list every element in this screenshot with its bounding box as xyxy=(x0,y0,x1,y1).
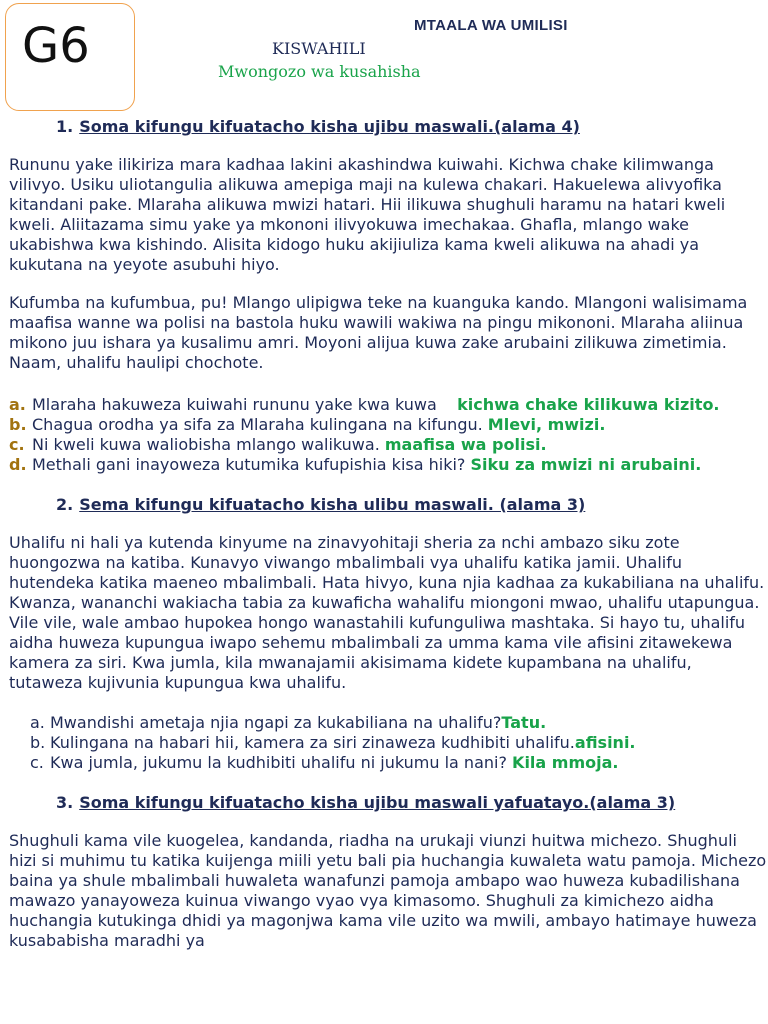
grade-label: G6 xyxy=(22,18,90,74)
answer-text: kichwa chake kilikuwa kizito. xyxy=(457,395,720,414)
passage-paragraph: Uhalifu ni hali ya kutenda kinyume na zinavyohitaji sheria za nchi ambazo siku zote huongozwa na katiba. Kunavyo viwango mbalimbali vya uhalifu katika jamii. Uhalifu hutendeka katika maeneo mbalimbali. Hata hivyo, kuna njia kadhaa za kukabiliana na uhalifu. Kwanza, wananchi wakiacha tabia za kuwaficha wahalifu miongoni mwao, uhalifu utapungua. Vile vile, wale ambao hupokea hongo wanastahili kufunguliwa mashtaka. Si hayo tu, uhalifu aidha huweza kupungua iwapo sehemu mbalimbali za umma kama vile afisini zitawekewa kamera za siri. Kwa jumla, kila mwanajamii akisimama kidete kupambana na uhalifu, tutaweza kujivunia kupungua kwa uhalifu. xyxy=(9,533,765,692)
passage-paragraph: Rununu yake ilikiriza mara kadhaa lakini akashindwa kuiwahi. Kichwa chake kilimwanga vilivyo. Usiku uliotangulia alikuwa amepiga maji na kulewa chakari. Hakuelewa alivyofika kitandani pake. Mlaraha alikuwa mwizi hatari. Hii ilikuwa shughuli haramu na hatari kweli kweli. Aliitazama simu yake ya mkononi ilivyokuwa imechakaa. Ghafla, mlango wake ukabishwa kwa kishindo. Alisita kidogo huku akijiuliza kama kweli alikuwa na ahadi ya kukutana na yeyote asubuhi hiyo. xyxy=(9,155,726,274)
answer-text: Kila mmoja. xyxy=(512,753,619,772)
question-list xyxy=(9,395,767,475)
answer-text: maafisa wa polisi. xyxy=(384,435,547,454)
question-item: d. Methali gani inayoweza kutumika kufupishia kisa hiki? Siku za mwizi ni arubaini. xyxy=(9,455,702,474)
question-heading: 3. Soma kifungu kifuatacho kisha ujibu maswali yafuatayo.(alama 3) xyxy=(56,793,676,812)
answer-text: afisini. xyxy=(574,733,636,752)
marking-guide-label: Mwongozo wa kusahisha xyxy=(218,62,421,81)
question-item: a. Mlaraha hakuweza kuiwahi rununu yake kwa kuwa kichwa chake kilikuwa kizito. xyxy=(9,395,720,414)
answer-text: Mlevi, mwizi. xyxy=(487,415,606,434)
curriculum-title: MTAALA WA UMILISI xyxy=(414,17,568,34)
question-item: a. Mwandishi ametaja njia ngapi za kukabiliana na uhalifu?Tatu. xyxy=(30,713,547,732)
question-item: c. Kwa jumla, jukumu la kudhibiti uhalifu ni jukumu la nani? Kila mmoja. xyxy=(30,753,619,772)
question-item: b. Kulingana na habari hii, kamera za siri zinaweza kudhibiti uhalifu.afisini. xyxy=(30,733,636,752)
question-item: b. Chagua orodha ya sifa za Mlaraha kulingana na kifungu. Mlevi, mwizi. xyxy=(9,415,606,434)
question-list xyxy=(9,713,767,773)
passage-paragraph: Kufumba na kufumbua, pu! Mlango ulipigwa teke na kuanguka kando. Mlangoni walisimama maafisa wanne wa polisi na bastola huku wawili wakiwa na pingu mikononi. Mlaraha aliinua mikono juu ishara ya kusalimu amri. Moyoni alijua kuwa zake arubaini zilikuwa zimetimia. Naam, uhalifu haulipi chochote. xyxy=(9,293,748,372)
question-item: c. Ni kweli kuwa waliobisha mlango walikuwa. maafisa wa polisi. xyxy=(9,435,547,454)
passage-paragraph: Shughuli kama vile kuogelea, kandanda, riadha na urukaji viunzi huitwa michezo. Shughuli hizi si muhimu tu katika kuijenga miili yetu bali pia huchangia kuwaleta watu pamoja. Michezo baina ya shule mbalimbali huwaleta wanafunzi pamoja ambapo wao huweza kubadilishana mawazo yanayoweza kuinua viwango vyao vya kimasomo. Shughuli za kimichezo aidha huchangia kutukinga dhidi ya magonjwa kama vile uzito wa mwili, ambayo hatimaye huweza kusababisha maradhi ya xyxy=(9,831,767,950)
question-heading: 2. Sema kifungu kifuatacho kisha ulibu maswali. (alama 3) xyxy=(56,495,586,514)
answer-text: Siku za mwizi ni arubaini. xyxy=(470,455,702,474)
grade-badge xyxy=(5,3,135,111)
answer-text: Tatu. xyxy=(501,713,547,732)
document-body xyxy=(9,117,767,951)
subject-title: KISWAHILI xyxy=(272,39,366,58)
question-heading: 1. Soma kifungu kifuatacho kisha ujibu maswali.(alama 4) xyxy=(56,117,580,136)
